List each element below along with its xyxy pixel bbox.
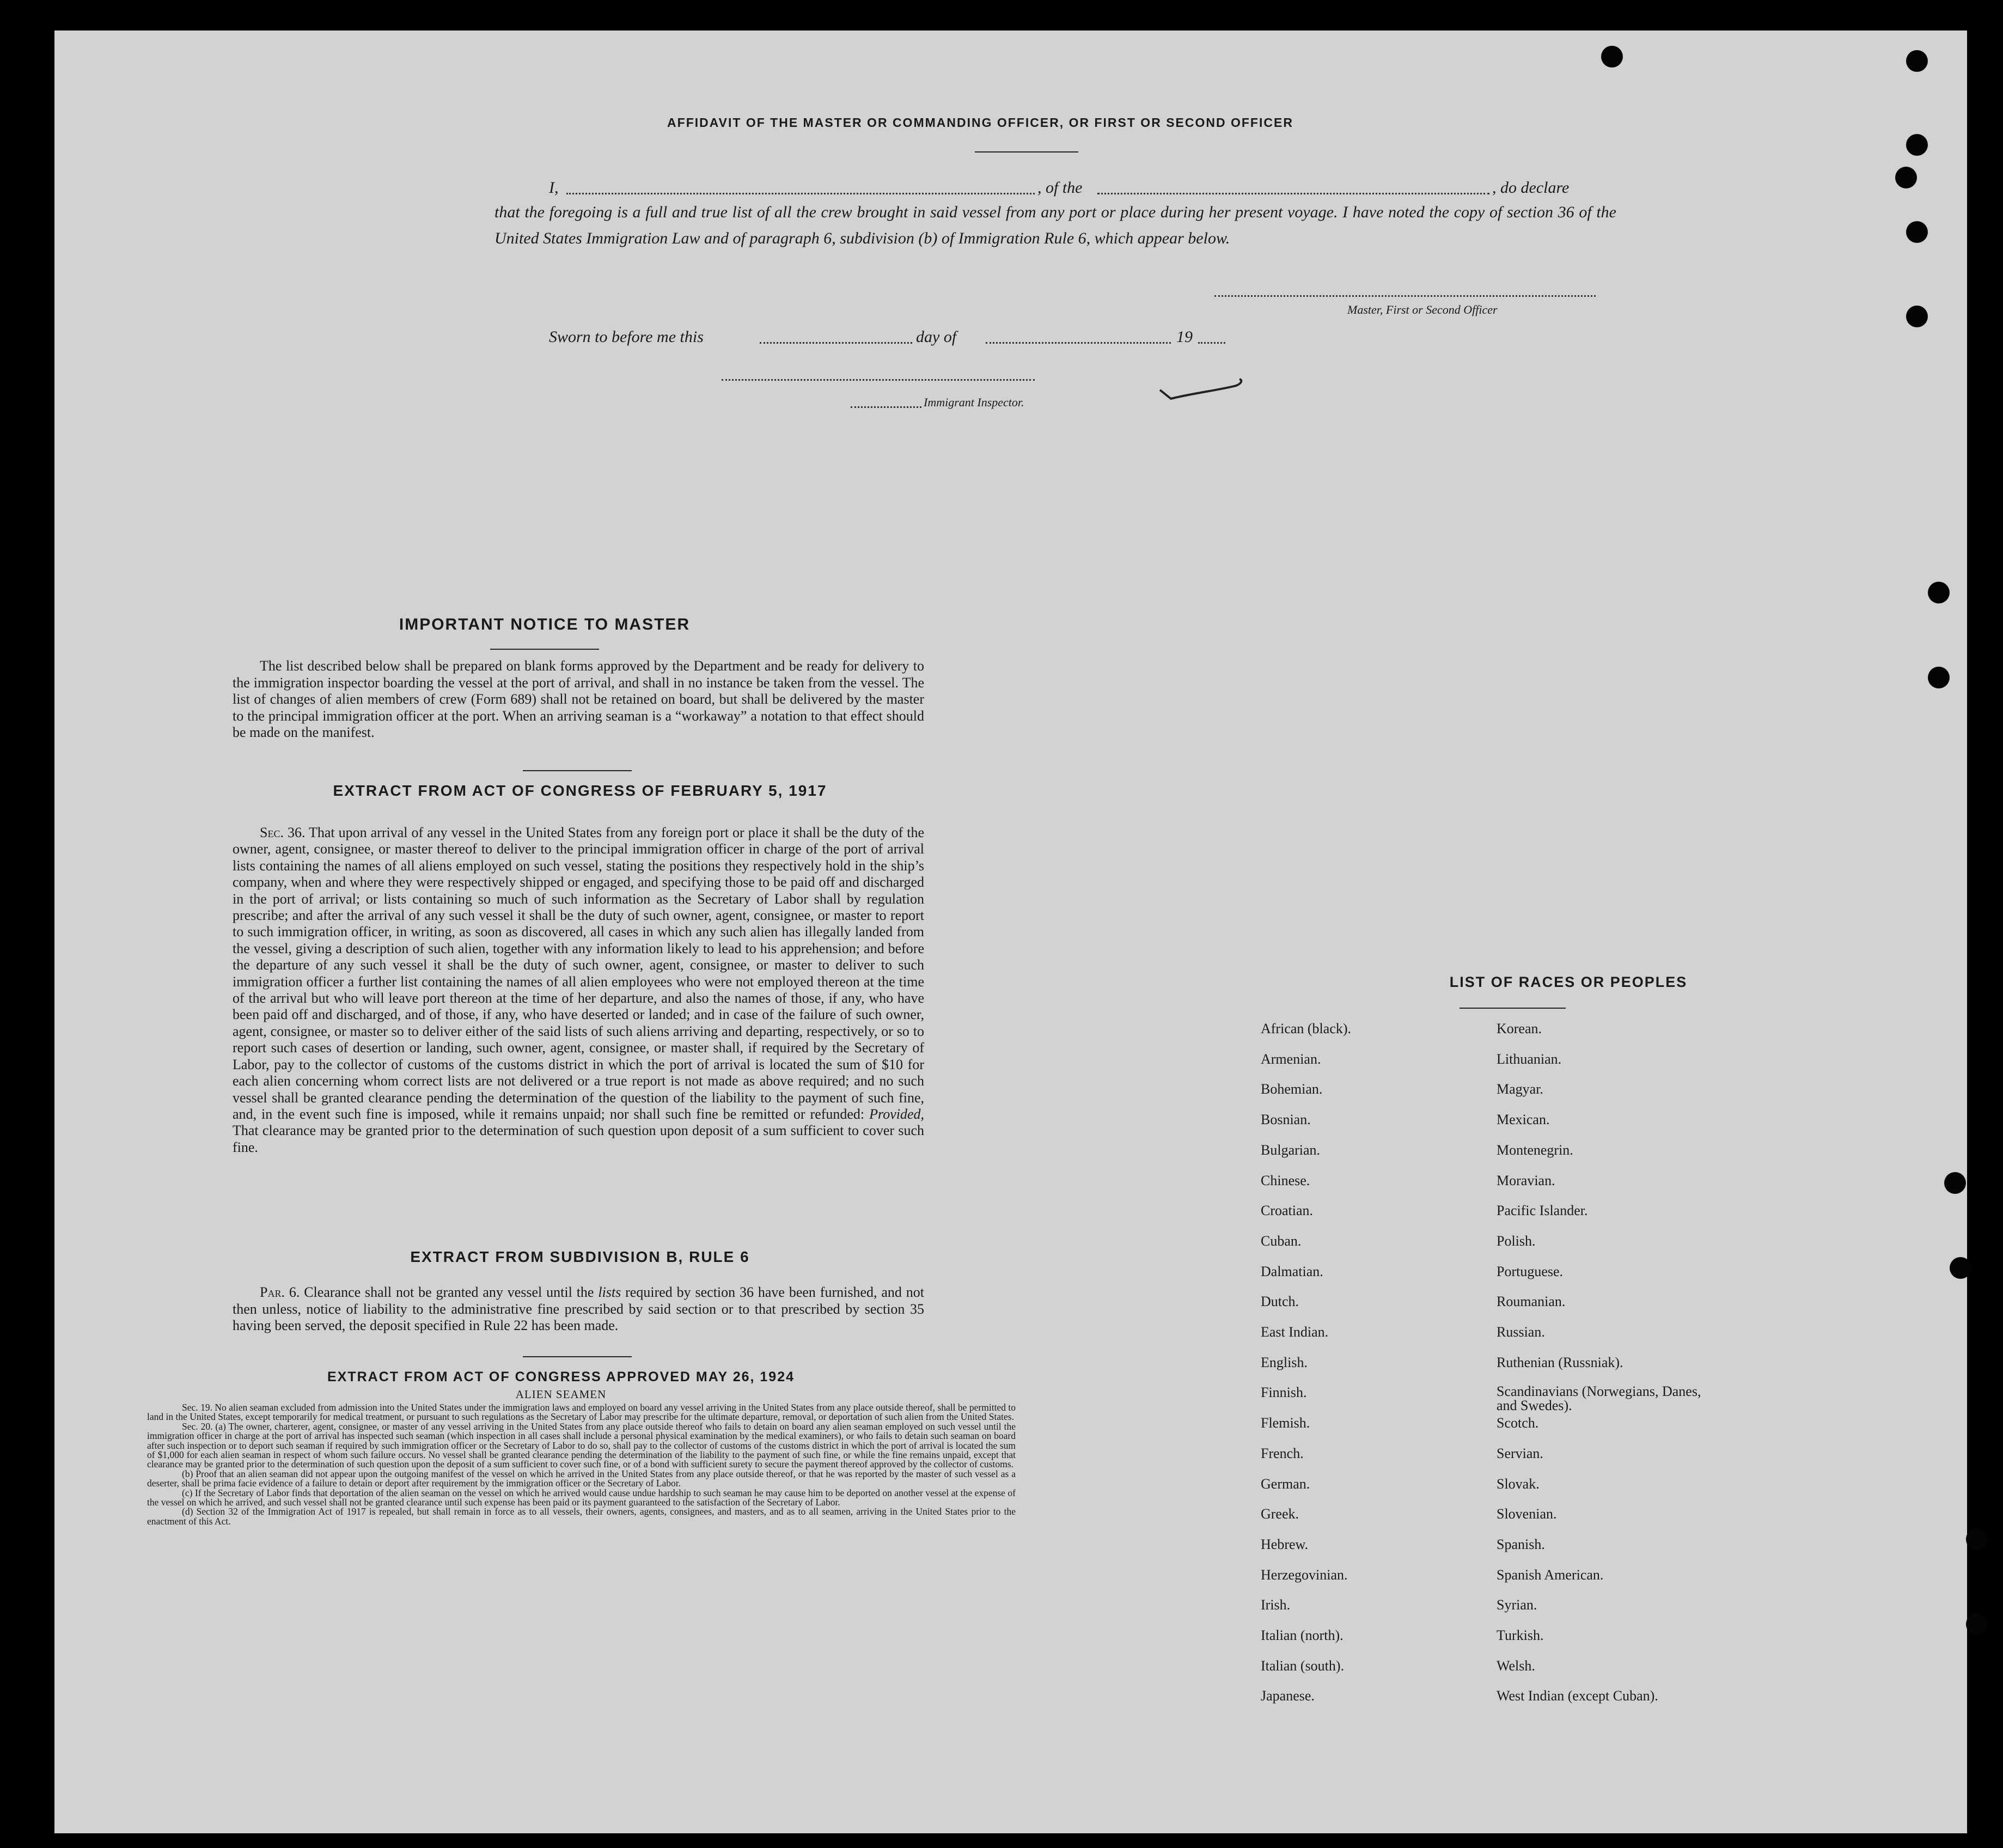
affidavit-do-declare: , do declare: [1492, 179, 1570, 197]
punch-hole: [1944, 1172, 1966, 1194]
extract1917-text: That upon arrival of any vessel in the United States from any foreign port or place it shall be the duty of the owner, agent, consignee, or master thereof to deliver to the principal immigration officer in charge of the port of arrival lists containing the names of all aliens employed on such vessel, stating the positions they respectively hold in the ship’s company, when and where they were respectively shipped or engaged, and specifying those to be paid off and discharged in the port of arrival; or lists containing so much of such information as the Secretary of Labor shall by regulation prescribe; and after the arrival of any such vessel it shall be the duty of such owner, agent, consignee, or master to report to such immigration officer, in writing, as soon as discovered, all cases in which any such alien has illegally landed from the vessel, giving a description of such alien, together with any information likely to lead to his apprehension; and before the departure of any such vessel it shall be the duty of such owner, agent, consignee, or master to deliver to such immigration officer a further list containing the names of all alien employees who were not employed thereon at the time of the arrival but who will leave port thereon at the time of her departure, and also the names of those, if any, who have been paid off and discharged, and of those, if any, who have deserted or landed; and in case of the failure of such owner, agent, consignee, or master so to deliver either of the said lists of such aliens arriving and departing, respectively, or so to report such cases of desertion or landing, such owner, agent, consignee, or master shall, if required by the Secretary of Labor, pay to the collector of customs of the customs district in which the port of arrival is located the sum of $10 for each alien concerning whom correct lists are not delivered or a true report is not made as above required; and no such vessel shall be granted clearance pending the determination of the question of the liability to the payment of such fine, and, in the event such fine is imposed, while it remains unpaid; nor shall such fine be remitted or refunded:: [233, 825, 925, 1122]
punch-hole: [1928, 582, 1950, 603]
notice-title: IMPORTANT NOTICE TO MASTER: [399, 615, 691, 633]
race-item: Hebrew.: [1261, 1536, 1309, 1552]
race-item: Roumanian.: [1497, 1294, 1566, 1310]
extract1924-title: EXTRACT FROM ACT OF CONGRESS APPROVED MAY 26, 1924: [327, 1369, 795, 1385]
race-item: Moravian.: [1497, 1172, 1555, 1188]
punch-hole: [1906, 134, 1928, 156]
race-item: Turkish.: [1497, 1627, 1544, 1643]
race-item: Chinese.: [1261, 1172, 1310, 1188]
extract1917-body: [233, 825, 924, 1156]
sworn-label: Sworn to before me this: [549, 328, 704, 346]
race-item: Lithuanian.: [1497, 1051, 1562, 1067]
master-signature-blank[interactable]: [1214, 295, 1596, 297]
rule6-text-b: required by section 36 have been furnished, and not then unless, notice of liability to the administrative fine prescribed by said section or to that prescribed by section 35 having been served, the deposit specified in Rule 22 has been made.: [233, 1284, 925, 1333]
race-item: Italian (north).: [1261, 1627, 1344, 1643]
rule6-text-a: Clearance shall not be granted any vessel until the: [304, 1284, 594, 1300]
race-item: Welsh.: [1497, 1657, 1535, 1674]
inspector-signature-blank[interactable]: [722, 379, 1035, 381]
race-item: Ruthenian (Russniak).: [1497, 1354, 1623, 1370]
notice-text: The list described below shall be prepared on blank forms approved by the Department and be ready for delivery to the immigration inspector boarding the vessel at the port of arrival, and shall in no instance be taken from the vessel. The list of changes of alien members of crew (Form 689) shall not be retained on board, but shall be delivered by the master to the principal immigration officer at the port. When an arriving seaman is a “workaway” a notation to that effect should be made on the manifest.: [233, 658, 924, 740]
rule6-separator: [523, 1356, 632, 1357]
extract1917-text-end: That clearance may be granted prior to the determination of such question upon deposit of a sum sufficient to cover such fine.: [233, 1123, 924, 1155]
rule6-body: [233, 1284, 924, 1334]
month-blank[interactable]: [986, 342, 1171, 344]
notice-separator: [523, 770, 632, 771]
inspector-dash: [851, 406, 921, 408]
punch-hole: [1928, 667, 1950, 688]
race-item: French.: [1261, 1445, 1304, 1461]
extract1917-sec: Sec. 36.: [260, 825, 306, 840]
race-item: English.: [1261, 1354, 1308, 1370]
affidavit-of-the: , of the: [1037, 179, 1083, 197]
extract1924-subtitle: ALIEN SEAMEN: [515, 1388, 607, 1401]
day-of-label: day of: [916, 328, 957, 346]
name-blank[interactable]: [566, 193, 1035, 194]
punch-hole: [1906, 221, 1928, 243]
race-item: Herzegovinian.: [1261, 1566, 1348, 1583]
sec20a-text: Sec. 20. (a) The owner, charterer, agent, consignee, or master of any vessel arriving in the United States from any place outside thereof who fails to detain on board any alien seaman employed on such vessel until the immigration officer in charge at the port of arrival has inspected such seaman (which inspection in all cases shall include a personal physical examination by the medical examiners), or who fails to detain such seaman on board after such inspection or to deport such seaman if required by such immigration officer or the Secretary of Labor to do so, shall pay to the collector of customs of the customs district in which the port of arrival is located the sum of $1,000 for each alien seaman in respect of whom such failure occurs. No vessel shall be granted clearance pending the determination of the liability to the payment of such fine, or while the fine remains unpaid, except that clearance may be granted prior to the determination of such question upon the deposit of a sum sufficient to cover such fine, or of a bond with sufficient surety to secure the payment thereof approved by the collector of customs.: [147, 1420, 1016, 1470]
race-item: Syrian.: [1497, 1597, 1537, 1613]
race-item: Dutch.: [1261, 1294, 1299, 1310]
race-item: Dalmatian.: [1261, 1263, 1323, 1279]
extract1917-title: EXTRACT FROM ACT OF CONGRESS OF FEBRUARY 5, 1917: [333, 782, 827, 799]
sec20c-text: (c) If the Secretary of Labor finds that deportation of the alien seaman on the vessel on which he arrived would cause undue hardship to such seaman he may cause him to be deported on another vessel at the expense of the vessel on which he arrived, and such vessel shall not be granted clearance until such expense has been paid or its payment guaranteed to the satisfaction of the Secretary of Labor.: [147, 1487, 1016, 1508]
race-item: East Indian.: [1261, 1324, 1329, 1340]
race-item: Slovak.: [1497, 1475, 1540, 1492]
title-underline: [975, 151, 1078, 153]
race-item: Mexican.: [1497, 1112, 1550, 1128]
affidavit-title: AFFIDAVIT OF THE MASTER OR COMMANDING OFFICER, OR FIRST OR SECOND OFFICER: [667, 115, 1293, 130]
signature-scribble: [1155, 368, 1263, 412]
year-prefix: 19: [1176, 328, 1193, 346]
master-label: Master, First or Second Officer: [1347, 303, 1498, 316]
race-item: Japanese.: [1261, 1688, 1315, 1704]
race-item: Italian (south).: [1261, 1657, 1345, 1674]
vessel-blank[interactable]: [1097, 193, 1489, 194]
race-item: African (black).: [1261, 1021, 1352, 1036]
day-blank[interactable]: [760, 342, 912, 344]
race-item: Cuban.: [1261, 1233, 1302, 1249]
race-item: Polish.: [1497, 1233, 1536, 1249]
rule6-title: EXTRACT FROM SUBDIVISION B, RULE 6: [410, 1248, 750, 1265]
race-item: Irish.: [1261, 1597, 1291, 1613]
race-item: Bosnian.: [1261, 1112, 1311, 1128]
punch-hole: [1906, 50, 1928, 72]
race-item: Korean.: [1497, 1021, 1542, 1036]
sec20d-text: (d) Section 32 of the Immigration Act of 1917 is repealed, but shall remain in force as to all vessels, their owners, agents, consignees, and masters, and as to all seamen, arriving in the United States prior to the enactment of this Act.: [147, 1506, 1016, 1527]
race-item: Croatian.: [1261, 1203, 1314, 1219]
races-underline: [1459, 1008, 1566, 1009]
race-item: Slovenian.: [1497, 1506, 1557, 1522]
races-title: LIST OF RACES OR PEOPLES: [1449, 974, 1688, 990]
race-item: Portuguese.: [1497, 1263, 1564, 1279]
extract1924-body: [147, 1403, 1016, 1526]
document-page: [54, 31, 1967, 1833]
race-item: West Indian (except Cuban).: [1497, 1688, 1658, 1704]
inspector-label: Immigrant Inspector.: [924, 395, 1024, 409]
race-item: Bohemian.: [1261, 1081, 1323, 1097]
punch-hole: [1601, 46, 1623, 68]
affidavit-body: that the foregoing is a full and true list of all the crew brought in said vessel from any port or place during her present voyage. I have noted the copy of section 36 of the United States Immigration Law and of paragraph 6, subdivision (b) of Immigration Rule 6, which appear below.: [494, 203, 1616, 247]
notice-underline: [490, 649, 599, 650]
punch-hole: [1895, 167, 1917, 188]
race-item: Scotch.: [1497, 1415, 1539, 1431]
race-item: Montenegrin.: [1497, 1142, 1573, 1158]
race-item: Bulgarian.: [1261, 1142, 1321, 1158]
race-item: Servian.: [1497, 1445, 1543, 1461]
year-blank[interactable]: [1198, 342, 1225, 344]
race-item: Flemish.: [1261, 1415, 1310, 1431]
punch-hole: [1950, 1257, 1971, 1279]
race-item: Pacific Islander.: [1497, 1203, 1588, 1219]
sec19-text: Sec. 19. No alien seaman excluded from admission into the United States under the immigration laws and employed on board any vessel arriving in the United States from any place outside thereof, shall be permitted to land in the United States, except temporarily for medical treatment, or pursuant to such regulations as the Secretary of Labor may prescribe for the ultimate departure, removal, or deportation of such alien from the United States.: [147, 1402, 1016, 1423]
affidavit-i: I,: [549, 179, 559, 197]
race-item: Spanish.: [1497, 1536, 1545, 1552]
race-item: Greek.: [1261, 1506, 1299, 1522]
race-item: Finnish.: [1261, 1385, 1307, 1401]
rule6-par: Par. 6.: [260, 1284, 300, 1300]
race-item: Scandinavians (Norwegians, Danes, and Swedes).: [1497, 1383, 1701, 1414]
race-item: Spanish American.: [1497, 1566, 1604, 1583]
punch-hole: [1966, 1613, 1988, 1635]
sec20b-text: (b) Proof that an alien seaman did not appear upon the outgoing manifest of the vessel on which he arrived in the United States from any place outside thereof, or that he was reported by the master of such vessel as a deserter, shall be prima facie evidence of a failure to detain or deport after requirement by the immigration officer or the Secretary of Labor.: [147, 1468, 1016, 1489]
punch-hole: [1906, 306, 1928, 327]
race-item: Magyar.: [1497, 1081, 1543, 1097]
race-item: Russian.: [1497, 1324, 1545, 1340]
race-item: German.: [1261, 1475, 1310, 1492]
rule6-lists: lists: [598, 1284, 621, 1300]
punch-hole: [1966, 1528, 1988, 1550]
race-item: Armenian.: [1261, 1051, 1321, 1067]
extract1917-provided: Provided,: [869, 1106, 924, 1122]
